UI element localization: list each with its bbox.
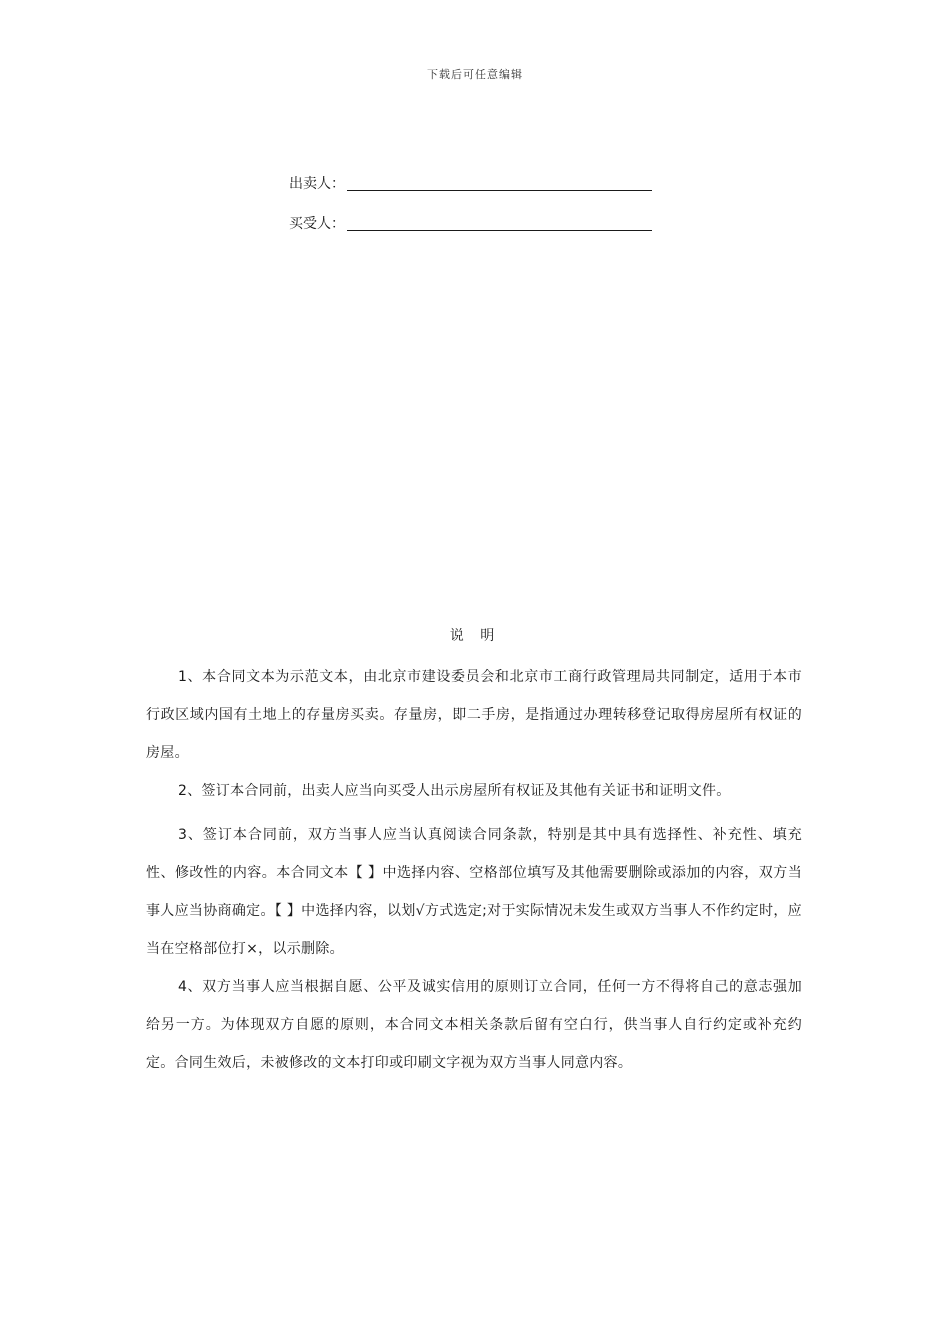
buyer-blank-field[interactable] [347, 214, 652, 231]
buyer-label: 买受人： [289, 216, 345, 232]
buyer-signature-line [289, 210, 652, 234]
seller-label: 出卖人： [289, 176, 345, 192]
notes-paragraph-4: 4、双方当事人应当根据自愿、公平及诚实信用的原则订立合同，任何一方不得将自己的意志强加给另一方。为体现双方自愿的原则，本合同文本相关条款后留有空白行，供当事人自行约定或补充约定。合同生效后，未被修改的文本打印或印刷文字视为双方当事人同意内容。 [146, 979, 802, 1071]
notes-title: 说 明 [449, 628, 501, 644]
notes-paragraph-2: 2、签订本合同前，出卖人应当向买受人出示房屋所有权证及其他有关证书和证明文件。 [178, 783, 731, 799]
seller-blank-field[interactable] [347, 174, 652, 191]
notes-paragraph-3: 3、签订本合同前，双方当事人应当认真阅读合同条款，特别是其中具有选择性、补充性、填充性、修改性的内容。本合同文本【 】中选择内容、空格部位填写及其他需要删除或添加的内容，双方当事人应当协商确定。【 】中选择内容，以划√方式选定;对于实际情况未发生或双方当事人不作约定时，应当在空格部位打×，以示删除。 [146, 827, 802, 957]
header-note: 下载后可任意编辑 [427, 68, 523, 81]
notes-paragraph-1: 1、本合同文本为示范文本，由北京市建设委员会和北京市工商行政管理局共同制定，适用于本市行政区域内国有土地上的存量房买卖。存量房，即二手房，是指通过办理转移登记取得房屋所有权证的房屋。 [146, 669, 802, 761]
seller-signature-line [289, 170, 652, 194]
